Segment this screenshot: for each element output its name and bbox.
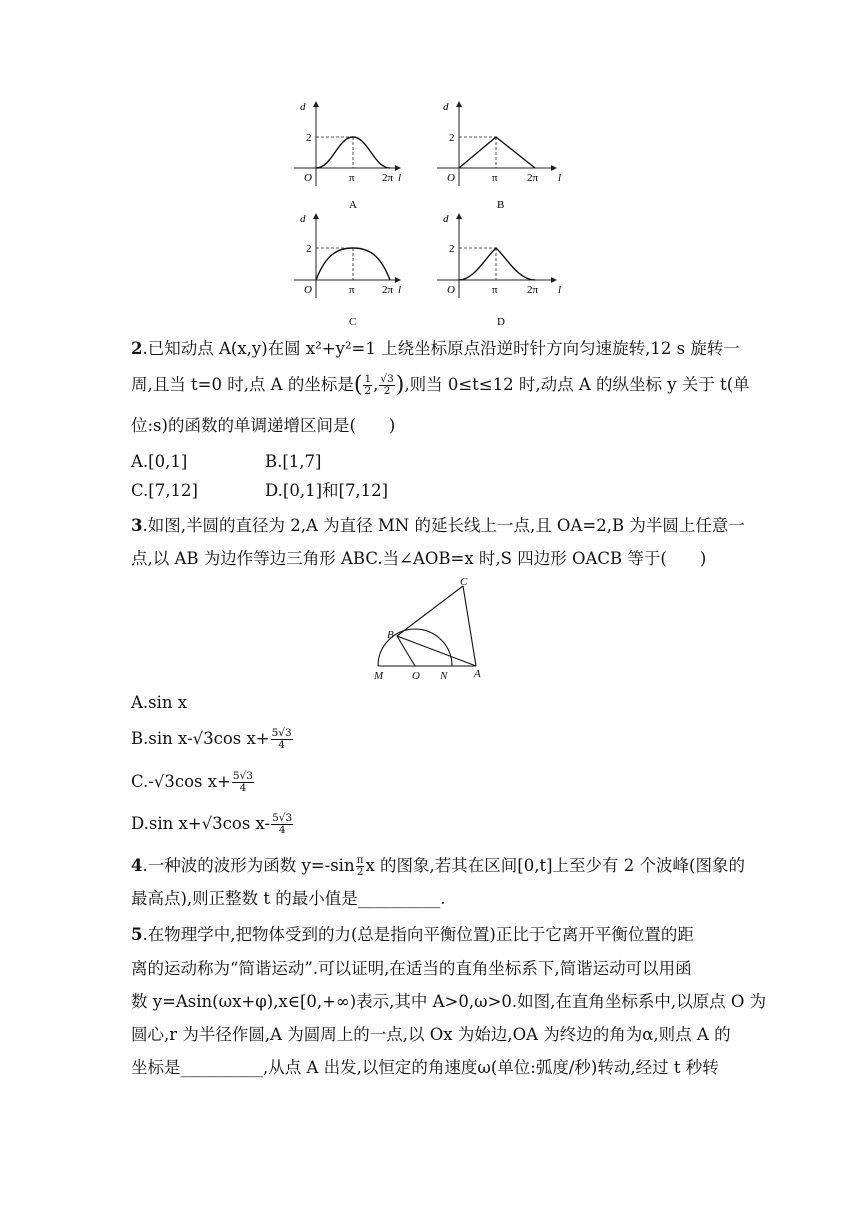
- tick-2: 2: [306, 132, 312, 144]
- fraction: $\frac{1}{2}$: [364, 373, 372, 397]
- graph-label: C: [349, 316, 357, 328]
- tick-2: 2: [449, 243, 455, 255]
- origin-label: O: [304, 172, 312, 184]
- q2-option-b: B.[1,7]: [265, 452, 322, 471]
- question-number: 5: [131, 925, 143, 944]
- axis-label-d: d: [300, 101, 306, 113]
- q5-line2: 离的运动称为“简谐运动”.可以证明,在适当的直角坐标系下,简谐运动可以用函: [131, 959, 692, 978]
- q5-line5: 坐标是__________,从点 A 出发,以恒定的角速度ω(单位:弧度/秒)转动,经过 t 秒转: [131, 1058, 719, 1077]
- axis-label-l: l: [398, 284, 402, 296]
- axis-label-d: d: [443, 101, 449, 113]
- q5-line3: 数 y=Asin(ωx+φ),x∈[0,+∞)表示,其中 A>0,ω>0.如图,在直角坐标系中,以原点 O 为: [131, 992, 767, 1011]
- graph-label: D: [497, 316, 505, 328]
- q3-option-b: B.sin x-√3cos x+ $\frac{5√3}{4}$: [131, 727, 292, 751]
- semicircle-triangle-figure: [370, 576, 500, 682]
- q2-option-a: A.[0,1]: [131, 452, 188, 471]
- tick-2: 2: [306, 243, 312, 255]
- axis-label-l: l: [398, 172, 402, 184]
- graph-label: B: [497, 199, 505, 211]
- q3-line2: 点,以 AB 为边作等边三角形 ABC.当∠AOB=x 时,S 四边形 OACB 等于( ): [131, 549, 707, 568]
- question-number: 2: [131, 339, 143, 358]
- fraction: $\frac{5√3}{4}$: [271, 727, 292, 751]
- question-number: 3: [131, 516, 143, 535]
- point-b-label: B: [387, 629, 394, 641]
- tick-pi: π: [349, 284, 355, 296]
- question-number: 4: [131, 856, 143, 875]
- graph-b: [437, 101, 561, 211]
- axis-label-l: l: [558, 172, 562, 184]
- axis-label-d: d: [443, 213, 449, 225]
- tick-pi: π: [349, 172, 355, 184]
- graph-label: A: [349, 199, 357, 211]
- q3-line1: 3.如图,半圆的直径为 2,A 为直径 MN 的延长线上一点,且 OA=2,B 为半圆上任意一: [131, 516, 745, 535]
- tick-2pi: 2π: [382, 284, 394, 296]
- q3-option-d: D.sin x+√3cos x- $\frac{5√3}{4}$: [131, 812, 293, 836]
- tick-2pi: 2π: [527, 172, 539, 184]
- tick-2pi: 2π: [527, 284, 539, 296]
- origin-label: O: [447, 284, 455, 296]
- q2-option-c: C.[7,12]: [131, 481, 198, 500]
- q2-line1: 2.已知动点 A(x,y)在圆 x²+y²=1 上绕坐标原点沿逆时针方向匀速旋转,12 s 旋转一: [131, 339, 740, 358]
- origin-label: O: [304, 284, 312, 296]
- tick-pi: π: [492, 172, 498, 184]
- graph-a: [294, 101, 401, 211]
- graph-d: [437, 213, 561, 328]
- tick-pi: π: [492, 284, 498, 296]
- fraction: $\frac{5√3}{4}$: [272, 812, 293, 836]
- q5-line4: 圆心,r 为半径作圆,A 为圆周上的一点,以 Ox 为始边,OA 为终边的角为α,则点 A 的: [131, 1025, 731, 1044]
- point-n-label: N: [440, 670, 448, 682]
- point-a-label: A: [474, 668, 481, 680]
- q4-line1: 4.一种波的波形为函数 y=-sin $\frac{\pi}{2}$ x 的图象,若其在区间[0,t]上至少有 2 个波峰(图象的: [131, 854, 745, 878]
- q2-option-d: D.[0,1]和[7,12]: [265, 481, 389, 500]
- point-o-label: O: [412, 670, 420, 682]
- q3-option-c: C.-√3cos x+ $\frac{5√3}{4}$: [131, 770, 253, 794]
- axis-label-l: l: [558, 284, 562, 296]
- answer-graphs: [0, 0, 860, 340]
- tick-2pi: 2π: [382, 172, 394, 184]
- fraction: $\frac{5√3}{4}$: [232, 770, 253, 794]
- point-c-label: C: [460, 576, 468, 588]
- origin-label: O: [447, 172, 455, 184]
- q2-line3: 位:s)的函数的单调递增区间是( ): [131, 416, 396, 435]
- axis-label-d: d: [300, 213, 306, 225]
- q2-line2: 周,且当 t=0 时,点 A 的坐标是( $\frac{1}{2}$ , $\frac{√3}{2}$ ),则当 0≤t≤12 时,动点 A 的纵坐标 y 关于 t(单: [131, 372, 750, 398]
- fraction: $\frac{√3}{2}$: [380, 373, 394, 397]
- q3-option-a: A.sin x: [131, 693, 188, 712]
- tick-2: 2: [449, 132, 455, 144]
- q5-line1: 5.在物理学中,把物体受到的力(总是指向平衡位置)正比于它离开平衡位置的距: [131, 925, 694, 944]
- graph-c: [294, 213, 401, 328]
- q4-line2: 最高点),则正整数 t 的最小值是__________.: [131, 889, 446, 908]
- point-m-label: M: [374, 670, 384, 682]
- fraction: $\frac{\pi}{2}$: [356, 854, 364, 878]
